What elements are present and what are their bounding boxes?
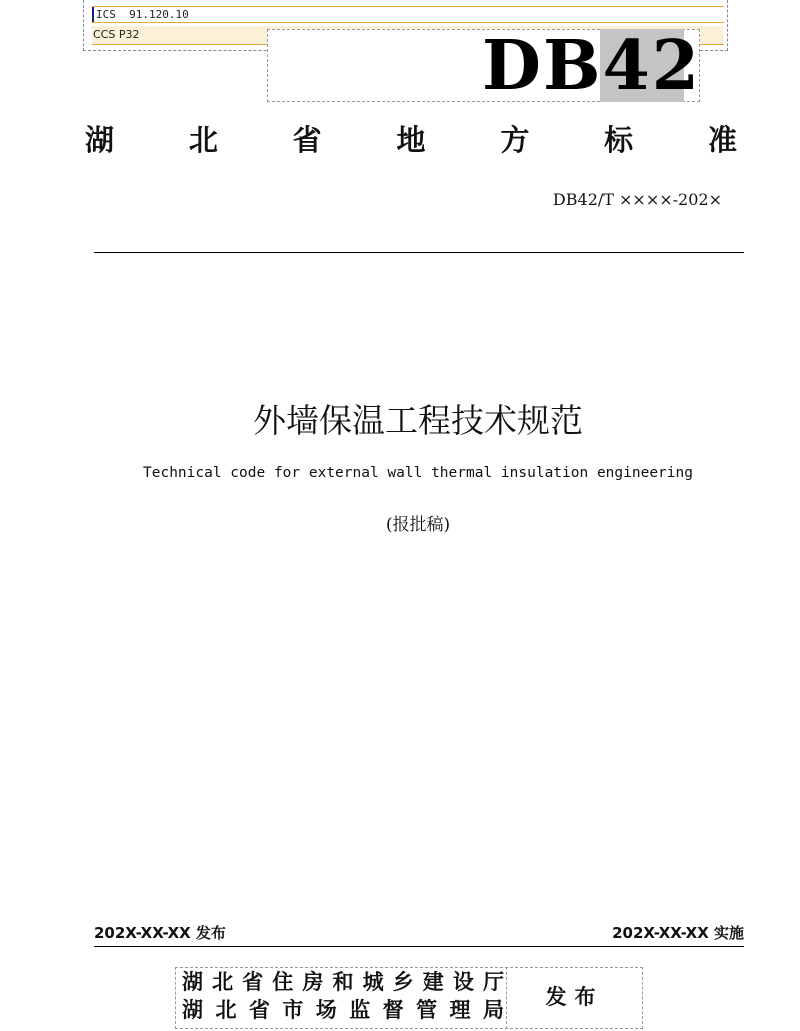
implementation-date: 202X-XX-XX 实施: [612, 924, 744, 942]
heading-char: 湖: [85, 123, 115, 157]
issuer-char: 理: [449, 998, 471, 1022]
issuer-char: 省: [248, 998, 270, 1022]
heading-char: 标: [604, 123, 634, 157]
issuer-char: 湖: [182, 998, 203, 1022]
ics-code: ICS 91.120.10: [96, 8, 189, 21]
document-title-chinese: 外墙保温工程技术规范: [253, 401, 583, 440]
issuer-char: 市: [282, 998, 304, 1022]
standard-category-heading: [85, 120, 737, 160]
heading-char: 北: [188, 123, 218, 157]
issuer-char: 监: [349, 998, 371, 1022]
text-cursor-marker: [92, 7, 94, 22]
issuer-char: 房: [302, 970, 324, 994]
issuer-department-market: [182, 996, 504, 1024]
issuer-char: 北: [215, 998, 237, 1022]
heading-char: 准: [707, 123, 737, 157]
issuer-char: 住: [272, 970, 294, 994]
issuer-char: 场: [315, 998, 337, 1022]
issuer-char: 督: [382, 998, 404, 1022]
issuer-char: 局: [482, 998, 504, 1022]
issuer-char: 厅: [482, 970, 504, 994]
issuer-char: 乡: [392, 970, 414, 994]
heading-char: 省: [292, 123, 322, 157]
issuer-char: 管: [416, 998, 438, 1022]
db42-logo: DB42: [482, 26, 702, 106]
heading-char: 方: [500, 123, 530, 157]
heading-char: 地: [396, 123, 426, 157]
ccs-code: CCS P32: [93, 28, 140, 41]
bottom-divider: [94, 946, 744, 947]
issuer-char: 省: [242, 970, 264, 994]
issuer-department-housing: [182, 968, 504, 996]
standard-number: DB42/T ××××-202×: [552, 190, 722, 209]
document-title-english: Technical code for external wall thermal insulation engineering: [143, 465, 693, 481]
top-divider: [94, 252, 744, 253]
issuer-char: 城: [362, 970, 384, 994]
issuer-char: 和: [332, 970, 354, 994]
issuer-char: 北: [212, 970, 234, 994]
issuer-char: 设: [452, 970, 474, 994]
issuer-char: 湖: [182, 970, 203, 994]
issuer-char: 建: [422, 970, 444, 994]
issue-date: 202X-XX-XX 发布: [94, 924, 226, 942]
draft-status: (报批稿): [385, 515, 451, 535]
issue-action-label: 发布: [545, 985, 604, 1009]
